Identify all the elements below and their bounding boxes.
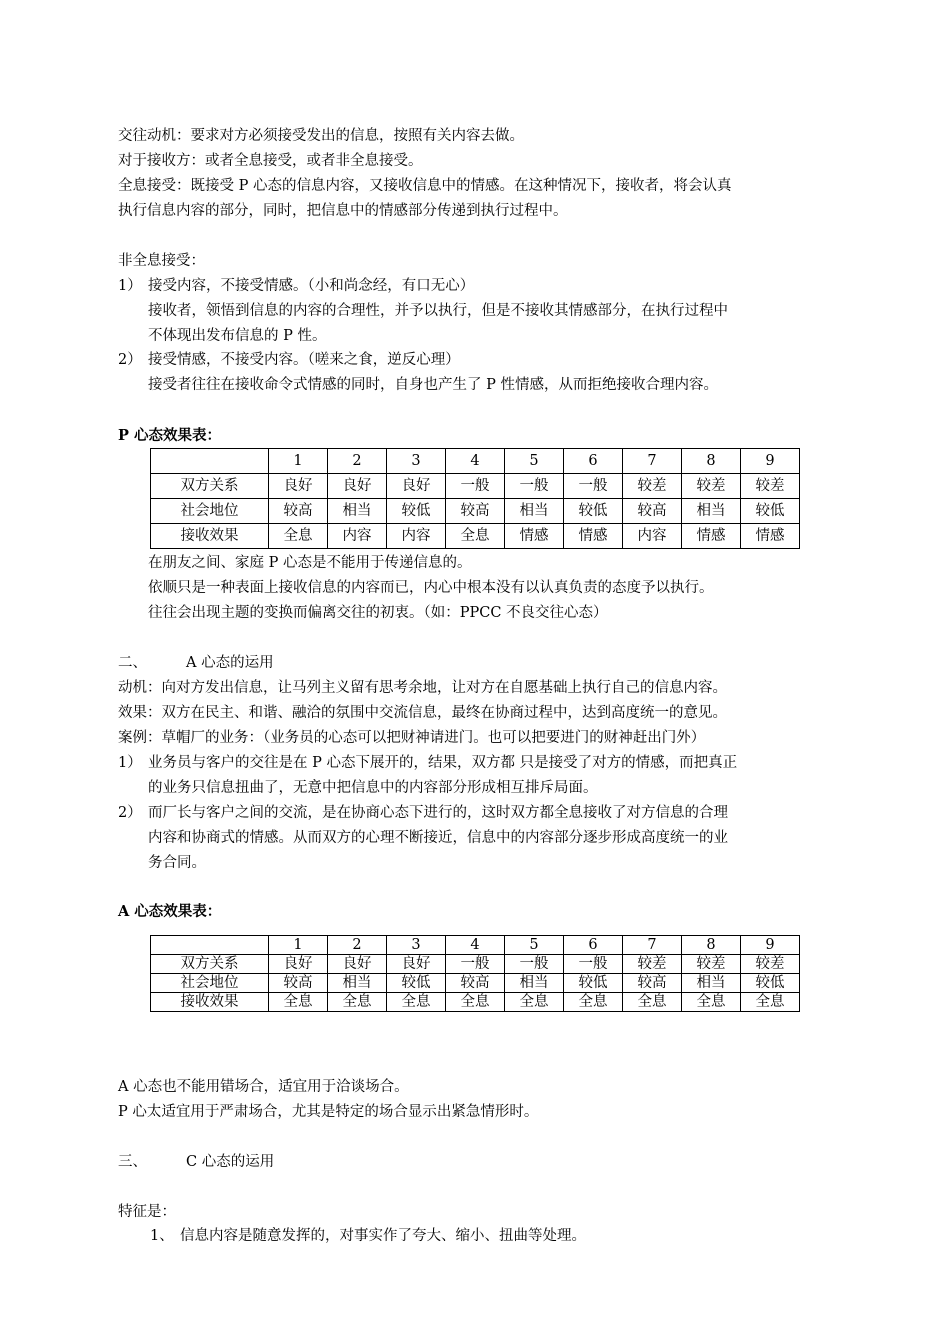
c-features-label: 特征是： — [118, 1204, 176, 1220]
table-cell: 6 — [564, 449, 623, 474]
c-item1-text: 信息内容是随意发挥的，对事实作了夸大、缩小、扭曲等处理。 — [180, 1228, 586, 1244]
table-row — [151, 474, 800, 499]
table-cell: 情感 — [741, 524, 800, 549]
p-note-2: 依顺只是一种表面上接收信息的内容而已，内心中根本没有以认真负责的态度予以执行。 — [148, 580, 714, 596]
table-cell: 全息 — [505, 993, 564, 1012]
table-cell: 较差 — [741, 955, 800, 974]
p-note-3: 往往会出现主题的变换而偏离交往的初衷。（如：PPCC 不良交往心态） — [148, 605, 608, 621]
table-row — [151, 955, 800, 974]
table-cell: 社会地位 — [151, 974, 269, 993]
table-row — [151, 499, 800, 524]
table-cell: 良好 — [387, 955, 446, 974]
a-note-2: P 心太适宜用于严肃场合，尤其是特定的场合显示出紧急情形时。 — [118, 1104, 539, 1120]
table-cell: 情感 — [505, 524, 564, 549]
table-cell: 较高 — [623, 974, 682, 993]
paragraph-full-accept-1: 全息接受：既接受 P 心态的信息内容，又接收信息中的情感。在这种情况下，接收者，将会认真 — [118, 178, 732, 194]
table-cell: 全息 — [269, 524, 328, 549]
table-cell: 较差 — [623, 955, 682, 974]
table-cell: 较高 — [446, 499, 505, 524]
table-cell: 全息 — [564, 993, 623, 1012]
table-cell: 较低 — [564, 499, 623, 524]
table-cell — [151, 449, 269, 474]
table-cell: 6 — [564, 936, 623, 955]
table-cell: 2 — [328, 936, 387, 955]
table-cell: 8 — [682, 449, 741, 474]
table-row — [151, 974, 800, 993]
section3-title: C 心态的运用 — [186, 1154, 275, 1170]
table-cell: 双方关系 — [151, 955, 269, 974]
table-cell: 较低 — [741, 974, 800, 993]
a-note-1: A 心态也不能用错场合，适宜用于洽谈场合。 — [118, 1079, 409, 1095]
table-cell: 良好 — [328, 474, 387, 499]
table-cell: 5 — [505, 936, 564, 955]
a-item1-text-2: 的业务只信息扭曲了，无意中把信息中的内容部分形成相互排斥局面。 — [148, 780, 598, 796]
table-cell: 相当 — [505, 974, 564, 993]
a-item2-text-2: 内容和协商式的情感。从而双方的心理不断接近，信息中的内容部分逐步形成高度统一的业 — [148, 830, 728, 846]
item2-text: 接受情感，不接受内容。（嗟来之食，逆反心理） — [148, 352, 460, 368]
table-cell: 7 — [623, 449, 682, 474]
table-cell: 相当 — [505, 499, 564, 524]
table-cell: 较高 — [623, 499, 682, 524]
a-motive: 动机：向对方发出信息，让马列主义留有思考余地，让对方在自愿基础上执行自己的信息内容。 — [118, 680, 727, 696]
table-row — [151, 524, 800, 549]
c-item1-number: 1、 — [150, 1228, 174, 1244]
table-cell: 一般 — [505, 474, 564, 499]
table-cell: 5 — [505, 449, 564, 474]
a-table-title: A 心态效果表： — [118, 903, 222, 920]
table-row — [151, 993, 800, 1012]
table-cell: 情感 — [682, 524, 741, 549]
table-cell: 全息 — [446, 524, 505, 549]
paragraph-motive: 交往动机：要求对方必须接受发出的信息，按照有关内容去做。 — [118, 128, 524, 144]
a-effect: 效果：双方在民主、和谐、融洽的氛围中交流信息，最终在协商过程中，达到高度统一的意见。 — [118, 705, 727, 721]
section2-title: A 心态的运用 — [186, 655, 274, 671]
table-cell: 较高 — [446, 974, 505, 993]
a-item1-text-1: 业务员与客户的交往是在 P 心态下展开的，结果，双方都 只是接受了对方的情感，而把真正 — [148, 755, 738, 771]
table-cell: 一般 — [446, 955, 505, 974]
table-cell: 较低 — [564, 974, 623, 993]
section3-number: 三、 — [118, 1154, 147, 1170]
table-cell: 全息 — [623, 993, 682, 1012]
table-cell: 1 — [269, 936, 328, 955]
table-cell: 1 — [269, 449, 328, 474]
table-cell: 9 — [741, 449, 800, 474]
item1-text: 接受内容，不接受情感。（小和尚念经，有口无心） — [148, 278, 475, 294]
table-cell: 较差 — [623, 474, 682, 499]
non-full-accept-title: 非全息接受： — [118, 253, 205, 269]
table-cell: 全息 — [446, 993, 505, 1012]
a-item1-number: 1） — [118, 755, 142, 771]
a-item2-text-1: 而厂长与客户之间的交流，是在协商心态下进行的，这时双方都全息接收了对方信息的合理 — [148, 805, 728, 821]
table-cell: 内容 — [387, 524, 446, 549]
table-cell: 全息 — [269, 993, 328, 1012]
table-cell: 相当 — [328, 499, 387, 524]
table-cell: 良好 — [328, 955, 387, 974]
item1-number: 1） — [118, 278, 142, 294]
table-cell: 一般 — [564, 955, 623, 974]
table-cell: 社会地位 — [151, 499, 269, 524]
section2-number: 二、 — [118, 655, 147, 671]
table-cell: 全息 — [387, 993, 446, 1012]
p-note-1: 在朋友之间、家庭 P 心态是不能用于传递信息的。 — [148, 555, 472, 571]
item2-number: 2） — [118, 352, 142, 368]
table-cell: 较高 — [269, 499, 328, 524]
table-cell: 8 — [682, 936, 741, 955]
table-cell: 3 — [387, 449, 446, 474]
table-cell: 良好 — [387, 474, 446, 499]
table-cell: 较差 — [682, 955, 741, 974]
table-cell: 相当 — [682, 974, 741, 993]
table-cell: 2 — [328, 449, 387, 474]
table-cell: 内容 — [623, 524, 682, 549]
table-cell: 一般 — [446, 474, 505, 499]
table-cell: 较高 — [269, 974, 328, 993]
item1-desc-1: 接收者，领悟到信息的内容的合理性，并予以执行，但是不接收其情感部分，在执行过程中 — [148, 303, 728, 319]
table-cell: 相当 — [328, 974, 387, 993]
table-cell: 3 — [387, 936, 446, 955]
table-cell: 全息 — [328, 993, 387, 1012]
table-cell: 较差 — [741, 474, 800, 499]
table-cell: 相当 — [682, 499, 741, 524]
table-cell: 双方关系 — [151, 474, 269, 499]
table-cell: 9 — [741, 936, 800, 955]
table-cell: 一般 — [505, 955, 564, 974]
table-cell: 良好 — [269, 955, 328, 974]
table-cell: 较低 — [387, 974, 446, 993]
table-cell: 情感 — [564, 524, 623, 549]
table-cell: 较低 — [387, 499, 446, 524]
paragraph-receiver: 对于接收方：或者全息接受，或者非全息接受。 — [118, 153, 423, 169]
table-cell: 良好 — [269, 474, 328, 499]
table-cell: 一般 — [564, 474, 623, 499]
table-cell: 全息 — [682, 993, 741, 1012]
a-item2-number: 2） — [118, 805, 142, 821]
table-cell — [151, 936, 269, 955]
table-cell: 较差 — [682, 474, 741, 499]
p-effect-table — [150, 448, 800, 549]
item1-desc-2: 不体现出发布信息的 P 性。 — [148, 328, 327, 344]
table-cell: 接收效果 — [151, 524, 269, 549]
table-row — [151, 936, 800, 955]
p-table-title: P 心态效果表： — [118, 427, 221, 444]
table-cell: 内容 — [328, 524, 387, 549]
table-cell: 较低 — [741, 499, 800, 524]
paragraph-full-accept-2: 执行信息内容的部分，同时，把信息中的情感部分传递到执行过程中。 — [118, 203, 568, 219]
table-cell: 4 — [446, 936, 505, 955]
table-cell: 7 — [623, 936, 682, 955]
table-cell: 全息 — [741, 993, 800, 1012]
a-effect-table — [150, 935, 800, 1012]
a-item2-text-3: 务合同。 — [148, 855, 206, 871]
table-cell: 4 — [446, 449, 505, 474]
item2-desc: 接受者往往在接收命令式情感的同时，自身也产生了 P 性情感，从而拒绝接收合理内容。 — [148, 377, 718, 393]
table-row — [151, 449, 800, 474]
table-cell: 接收效果 — [151, 993, 269, 1012]
a-case: 案例：草帽厂的业务：（业务员的心态可以把财神请进门。也可以把要进门的财神赶出门外） — [118, 730, 706, 746]
